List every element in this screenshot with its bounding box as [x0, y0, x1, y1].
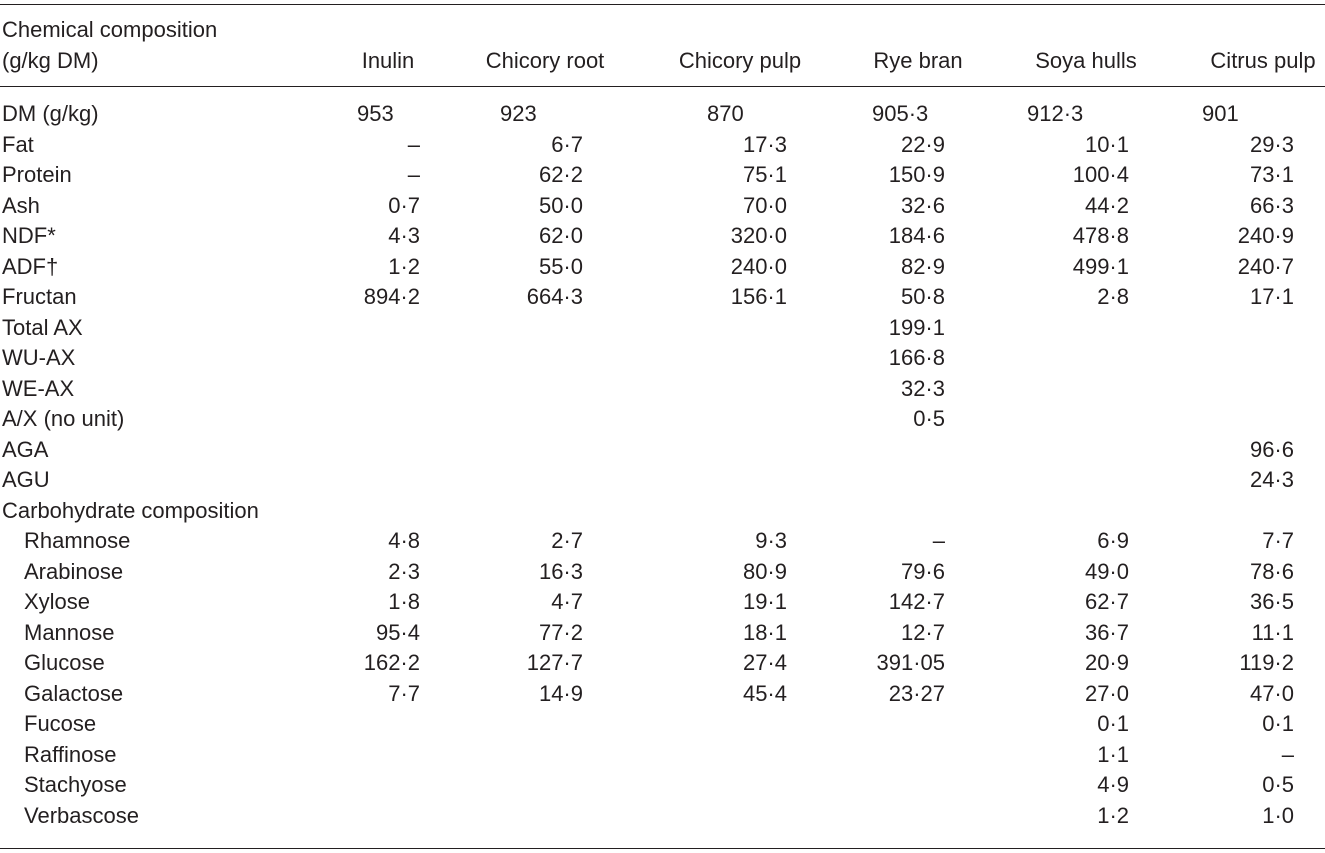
cell-citrus-pulp: 7·7	[1262, 528, 1294, 553]
cell-soya-hulls: 1·1	[1097, 741, 1129, 767]
cell-rye-bran: –	[932, 528, 945, 553]
cell-soya-hulls: 478·8	[1072, 223, 1129, 248]
table-row	[0, 801, 1325, 832]
table-body	[0, 99, 1325, 831]
table-row	[0, 587, 1325, 618]
cell-chicory-pulp: 156·1	[730, 284, 787, 309]
cell-citrus-pulp: 47·0	[1249, 680, 1294, 706]
cell-inulin: –	[407, 162, 420, 187]
column-header-inulin: Inulin	[361, 48, 415, 73]
row-label: Stachyose	[24, 772, 127, 797]
row-label: Fructan	[2, 284, 77, 309]
cell-soya-hulls: 49·0	[1084, 558, 1129, 584]
cell-inulin: 1·8	[388, 589, 420, 614]
cell-chicory-root: 664·3	[526, 284, 583, 309]
table-row	[0, 465, 1325, 496]
row-label: NDF*	[2, 223, 56, 248]
table-row	[0, 618, 1325, 649]
row-label: A/X (no unit)	[2, 406, 125, 431]
cell-rye-bran: 32·6	[900, 192, 945, 218]
table-top-rule	[0, 4, 1325, 5]
cell-chicory-pulp: 9·3	[755, 528, 787, 553]
table-bottom-rule	[0, 848, 1325, 849]
cell-citrus-pulp: 1·0	[1262, 802, 1294, 828]
table-row	[0, 160, 1325, 191]
table-row	[0, 740, 1325, 771]
table-row	[0, 557, 1325, 588]
row-label: Carbohydrate composition	[2, 497, 259, 523]
cell-chicory-root: 50·0	[538, 192, 583, 218]
row-label: AGA	[2, 436, 49, 462]
cell-rye-bran: 142·7	[888, 589, 945, 614]
table-row	[0, 404, 1325, 435]
cell-chicory-root: 4·7	[551, 589, 583, 614]
cell-chicory-root: 62·2	[538, 162, 583, 187]
cell-citrus-pulp: 119·2	[1239, 650, 1294, 675]
table-row	[0, 313, 1325, 344]
cell-rye-bran: 150·9	[888, 162, 945, 187]
column-header-chicory-pulp: Chicory pulp	[678, 48, 802, 73]
cell-citrus-pulp: 24·3	[1249, 467, 1294, 492]
row-label: Arabinose	[24, 558, 124, 584]
cell-citrus-pulp: 0·5	[1262, 772, 1294, 797]
cell-soya-hulls: 1·2	[1097, 802, 1129, 828]
cell-inulin: 7·7	[388, 680, 420, 706]
stub-header-line-2: (g/kg DM)	[2, 48, 99, 73]
cell-soya-hulls: 27·0	[1084, 680, 1129, 706]
table-row	[0, 526, 1325, 557]
cell-citrus-pulp: 11·1	[1251, 619, 1294, 645]
cell-citrus-pulp: 0·1	[1262, 711, 1294, 736]
cell-soya-hulls: 62·7	[1084, 589, 1129, 614]
cell-inulin: 894·2	[363, 284, 420, 309]
table-row	[0, 709, 1325, 740]
table-row	[0, 130, 1325, 161]
row-label: Glucose	[24, 650, 105, 675]
cell-rye-bran: 50·8	[900, 284, 945, 309]
cell-chicory-pulp: 45·4	[742, 680, 787, 706]
row-label: ADF†	[2, 253, 59, 279]
cell-rye-bran: 23·27	[888, 680, 945, 706]
cell-rye-bran: 391·05	[876, 650, 945, 675]
cell-rye-bran: 32·3	[900, 375, 945, 401]
cell-soya-hulls: 100·4	[1072, 162, 1129, 187]
row-label: Fat	[2, 131, 34, 157]
cell-inulin: 953	[357, 101, 394, 126]
row-label: WE-AX	[2, 375, 75, 401]
cell-chicory-root: 16·3	[538, 558, 583, 584]
cell-citrus-pulp: 96·6	[1249, 436, 1294, 462]
row-label: Protein	[2, 162, 72, 187]
cell-citrus-pulp: 36·5	[1249, 589, 1294, 614]
cell-chicory-root: 127·7	[526, 650, 583, 675]
cell-chicory-root: 14·9	[538, 680, 583, 706]
cell-rye-bran: 199·1	[888, 314, 945, 340]
header-rule	[0, 86, 1325, 87]
row-label: Rhamnose	[24, 528, 131, 553]
cell-rye-bran: 184·6	[888, 223, 945, 248]
cell-inulin: 162·2	[363, 650, 420, 675]
cell-rye-bran: 82·9	[900, 253, 945, 279]
table-row	[0, 648, 1325, 679]
cell-rye-bran: 12·7	[900, 619, 945, 645]
cell-citrus-pulp: 901	[1202, 101, 1239, 126]
cell-soya-hulls: 912·3	[1027, 101, 1084, 126]
row-label: Xylose	[24, 589, 91, 614]
column-header-rye-bran: Rye bran	[873, 48, 963, 73]
table-row	[0, 679, 1325, 710]
row-label: Ash	[2, 192, 40, 218]
row-label: Raffinose	[24, 741, 117, 767]
cell-soya-hulls: 4·9	[1097, 772, 1129, 797]
table-row	[0, 252, 1325, 283]
cell-soya-hulls: 44·2	[1084, 192, 1129, 218]
row-label: AGU	[2, 467, 50, 492]
cell-soya-hulls: 20·9	[1084, 650, 1129, 675]
row-label: Fucose	[24, 711, 97, 736]
cell-rye-bran: 166·8	[888, 345, 945, 370]
cell-inulin: 1·2	[388, 253, 420, 279]
column-header-citrus-pulp: Citrus pulp	[1210, 48, 1316, 73]
table-row	[0, 435, 1325, 466]
cell-citrus-pulp: 66·3	[1249, 192, 1294, 218]
cell-soya-hulls: 499·1	[1072, 253, 1129, 279]
row-label: Mannose	[24, 619, 115, 645]
cell-citrus-pulp: 17·1	[1249, 284, 1294, 309]
cell-chicory-pulp: 75·1	[742, 162, 787, 187]
cell-chicory-pulp: 27·4	[742, 650, 787, 675]
cell-inulin: 2·3	[388, 558, 420, 584]
cell-chicory-pulp: 18·1	[742, 619, 787, 645]
row-label: Verbascose	[24, 802, 139, 828]
column-header-chicory-root: Chicory root	[485, 48, 605, 73]
table-row	[0, 282, 1325, 313]
table-row	[0, 221, 1325, 252]
cell-inulin: 4·8	[388, 528, 420, 553]
cell-chicory-root: 2·7	[551, 528, 583, 553]
cell-inulin: –	[407, 131, 420, 157]
cell-chicory-pulp: 70·0	[742, 192, 787, 218]
cell-soya-hulls: 0·1	[1097, 711, 1129, 736]
cell-citrus-pulp: 78·6	[1249, 558, 1294, 584]
row-label: Total AX	[2, 314, 83, 340]
cell-soya-hulls: 10·1	[1084, 131, 1129, 157]
cell-rye-bran: 22·9	[900, 131, 945, 157]
cell-inulin: 0·7	[388, 192, 420, 218]
cell-chicory-root: 62·0	[538, 223, 583, 248]
cell-rye-bran: 79·6	[900, 558, 945, 584]
cell-chicory-pulp: 19·1	[742, 589, 787, 614]
table-row	[0, 99, 1325, 130]
cell-chicory-pulp: 80·9	[742, 558, 787, 584]
cell-inulin: 95·4	[375, 619, 420, 645]
cell-citrus-pulp: 240·7	[1237, 253, 1294, 279]
stub-header-line-1: Chemical composition	[2, 17, 218, 42]
cell-chicory-root: 923	[500, 101, 537, 126]
cell-chicory-pulp: 870	[707, 101, 744, 126]
cell-citrus-pulp: 73·1	[1249, 162, 1294, 187]
row-label: Galactose	[24, 680, 124, 706]
table-row	[0, 374, 1325, 405]
cell-chicory-root: 55·0	[538, 253, 583, 279]
cell-soya-hulls: 6·9	[1097, 528, 1129, 553]
cell-chicory-root: 6·7	[551, 131, 583, 157]
cell-rye-bran: 905·3	[872, 101, 929, 126]
cell-citrus-pulp: 29·3	[1249, 131, 1294, 157]
cell-chicory-root: 77·2	[538, 619, 583, 645]
cell-chicory-pulp: 240·0	[730, 253, 787, 279]
cell-chicory-pulp: 320·0	[730, 223, 787, 248]
cell-chicory-pulp: 17·3	[742, 131, 787, 157]
cell-citrus-pulp: –	[1281, 741, 1294, 767]
cell-citrus-pulp: 240·9	[1237, 223, 1294, 248]
row-label: DM (g/kg)	[2, 101, 99, 126]
column-header-soya-hulls: Soya hulls	[1035, 48, 1137, 73]
table-row	[0, 770, 1325, 801]
cell-rye-bran: 0·5	[913, 406, 945, 431]
table-row	[0, 343, 1325, 374]
cell-soya-hulls: 36·7	[1084, 619, 1129, 645]
table-row	[0, 496, 1325, 527]
cell-soya-hulls: 2·8	[1097, 284, 1129, 309]
row-label: WU-AX	[2, 345, 76, 370]
table-row	[0, 191, 1325, 222]
cell-inulin: 4·3	[388, 223, 420, 248]
